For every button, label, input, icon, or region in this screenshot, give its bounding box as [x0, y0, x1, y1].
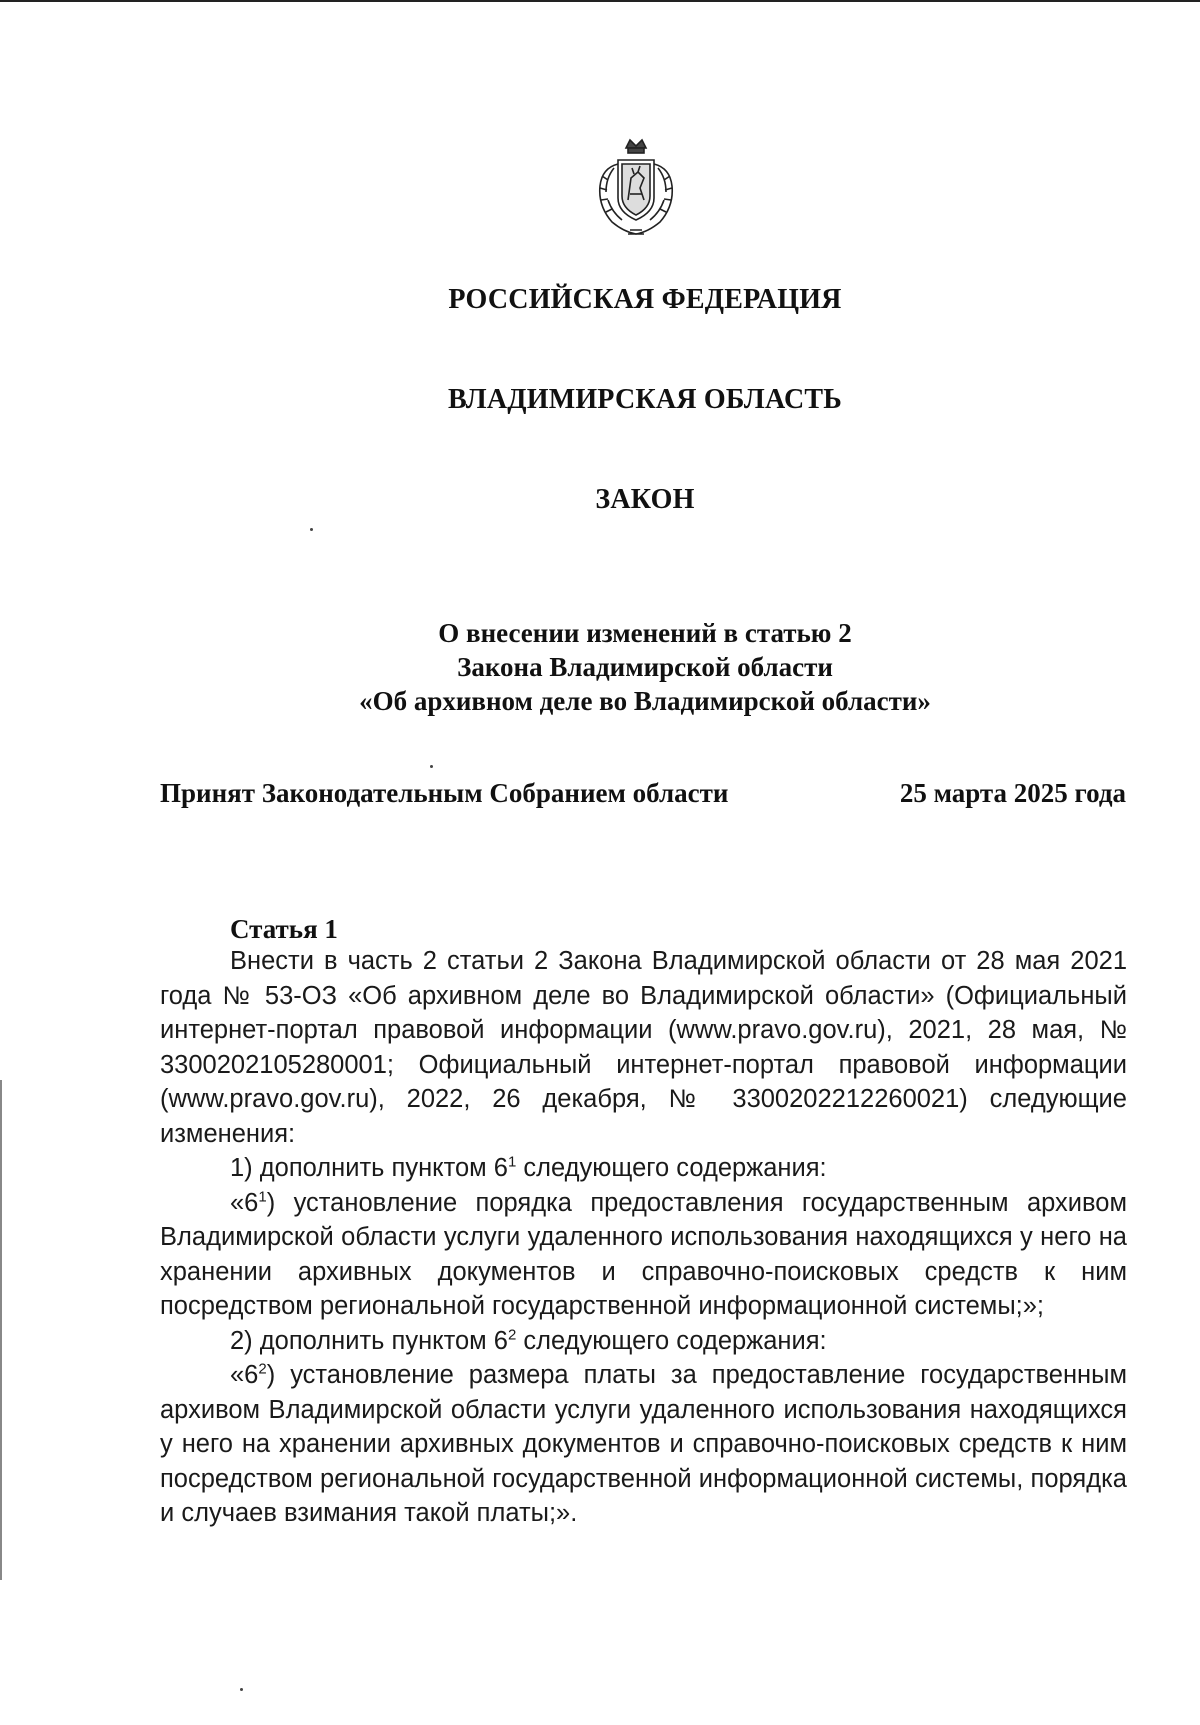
law-title — [0, 616, 1200, 718]
scan-top-edge — [0, 0, 1200, 2]
law-title-line: «Об архивном деле во Владимирской области» — [359, 686, 931, 716]
scan-speck — [430, 765, 433, 768]
law-title-line: Закона Владимирской области — [457, 652, 833, 682]
article-heading: Статья 1 — [230, 914, 338, 944]
region-heading: ВЛАДИМИРСКАЯ ОБЛАСТЬ — [447, 384, 843, 415]
item-2-quote: «$6^2$) установление размера платы за предоставление государственным архивом Владимирской области услуги удаленного использования находящихся у него на хранении архивных документов и справочно-поисковых средств к ним посредством региональной государственной информационной системы, порядка и случаев взимания такой платы;». — [160, 1360, 1127, 1527]
adopted-by: Принят Законодательным Собранием области — [160, 778, 729, 808]
article-intro-paragraph: Внести в часть 2 статьи 2 Закона Владимирской области от 28 мая 2021 года № 53-ОЗ «Об архивном деле во Владимирской области» (Официальный интернет-портал правовой информации (www.pravo.gov.ru), 2021, 28 мая, № 3300202105280001; Официальный интернет-портал правовой информации (www.pravo.gov.ru), 2022, 26 декабря, № 3300202212260021) следующие изменения: — [160, 947, 1127, 1148]
article-body — [160, 944, 1127, 1531]
adoption-date: 25 марта 2025 года — [899, 778, 1126, 808]
document-type-heading: ЗАКОН — [595, 484, 695, 515]
law-title-line: О внесении изменений в статью 2 — [438, 618, 852, 648]
country-heading: РОССИЙСКАЯ ФЕДЕРАЦИЯ — [448, 284, 842, 315]
coat-of-arms-icon — [588, 134, 684, 244]
item-1-lead: 1) дополнить пунктом $6^1$ следующего содержания: — [230, 1153, 827, 1182]
item-2-lead: 2) дополнить пунктом $6^2$ следующего содержания: — [230, 1326, 827, 1355]
item-1-quote: «$6^1$) установление порядка предоставления государственным архивом Владимирской области услуги удаленного использования находящихся у него на хранении архивных документов и справочно-поисковых средств к ним посредством региональной государственной информационной системы;»; — [160, 1188, 1127, 1320]
scan-speck — [240, 1688, 243, 1691]
scan-left-edge — [0, 1080, 2, 1580]
scan-speck — [310, 528, 313, 531]
